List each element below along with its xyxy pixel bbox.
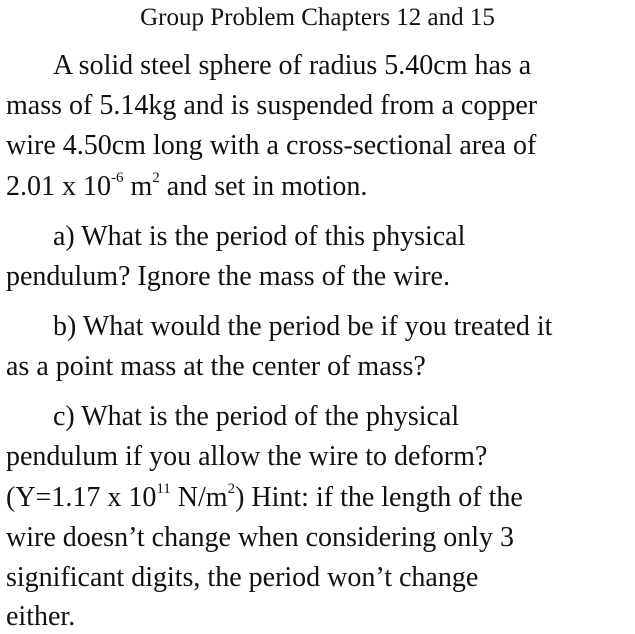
question-c-line-5: significant digits, the period won’t change — [6, 562, 479, 593]
question-c-line-3 — [6, 482, 523, 514]
question-a-line-2: pendulum? Ignore the mass of the wire. — [6, 261, 450, 292]
exponent-unit: 2 — [227, 480, 236, 497]
question-c-line-2: pendulum if you allow the wire to deform? — [6, 441, 488, 472]
intro-line-4-part-b: m — [123, 171, 153, 202]
exponent-young-modulus: 11 — [156, 480, 171, 497]
question-b-line-2: as a point mass at the center of mass? — [6, 351, 426, 382]
intro-line-4-part-a: 2.01 x 10 — [6, 171, 111, 202]
question-c-line-4: wire doesn’t change when considering only 3 — [6, 522, 515, 553]
question-a-line-1: a) What is the period of this physical — [53, 221, 466, 252]
exponent-area-1: -6 — [111, 169, 124, 186]
question-c-line-3-part-c: ) Hint: if the length of the — [235, 482, 523, 513]
exponent-area-2: 2 — [152, 169, 160, 186]
question-c-line-3-part-b: N/m — [170, 482, 228, 513]
intro-line-3: wire 4.50cm long with a cross-sectional area of — [6, 130, 537, 161]
intro-line-4 — [6, 171, 367, 203]
intro-line-4-part-c: and set in motion. — [159, 171, 368, 202]
intro-line-1: A solid steel sphere of radius 5.40cm has a — [53, 50, 532, 81]
intro-line-2: mass of 5.14kg and is suspended from a copper — [6, 90, 538, 121]
question-c-line-1: c) What is the period of the physical — [53, 401, 460, 432]
question-c-line-6: either. — [6, 601, 76, 632]
question-b-line-1: b) What would the period be if you treated it — [53, 311, 553, 342]
question-c-line-3-part-a: (Y=1.17 x 10 — [6, 482, 157, 513]
page-title: Group Problem Chapters 12 and 15 — [140, 4, 495, 31]
